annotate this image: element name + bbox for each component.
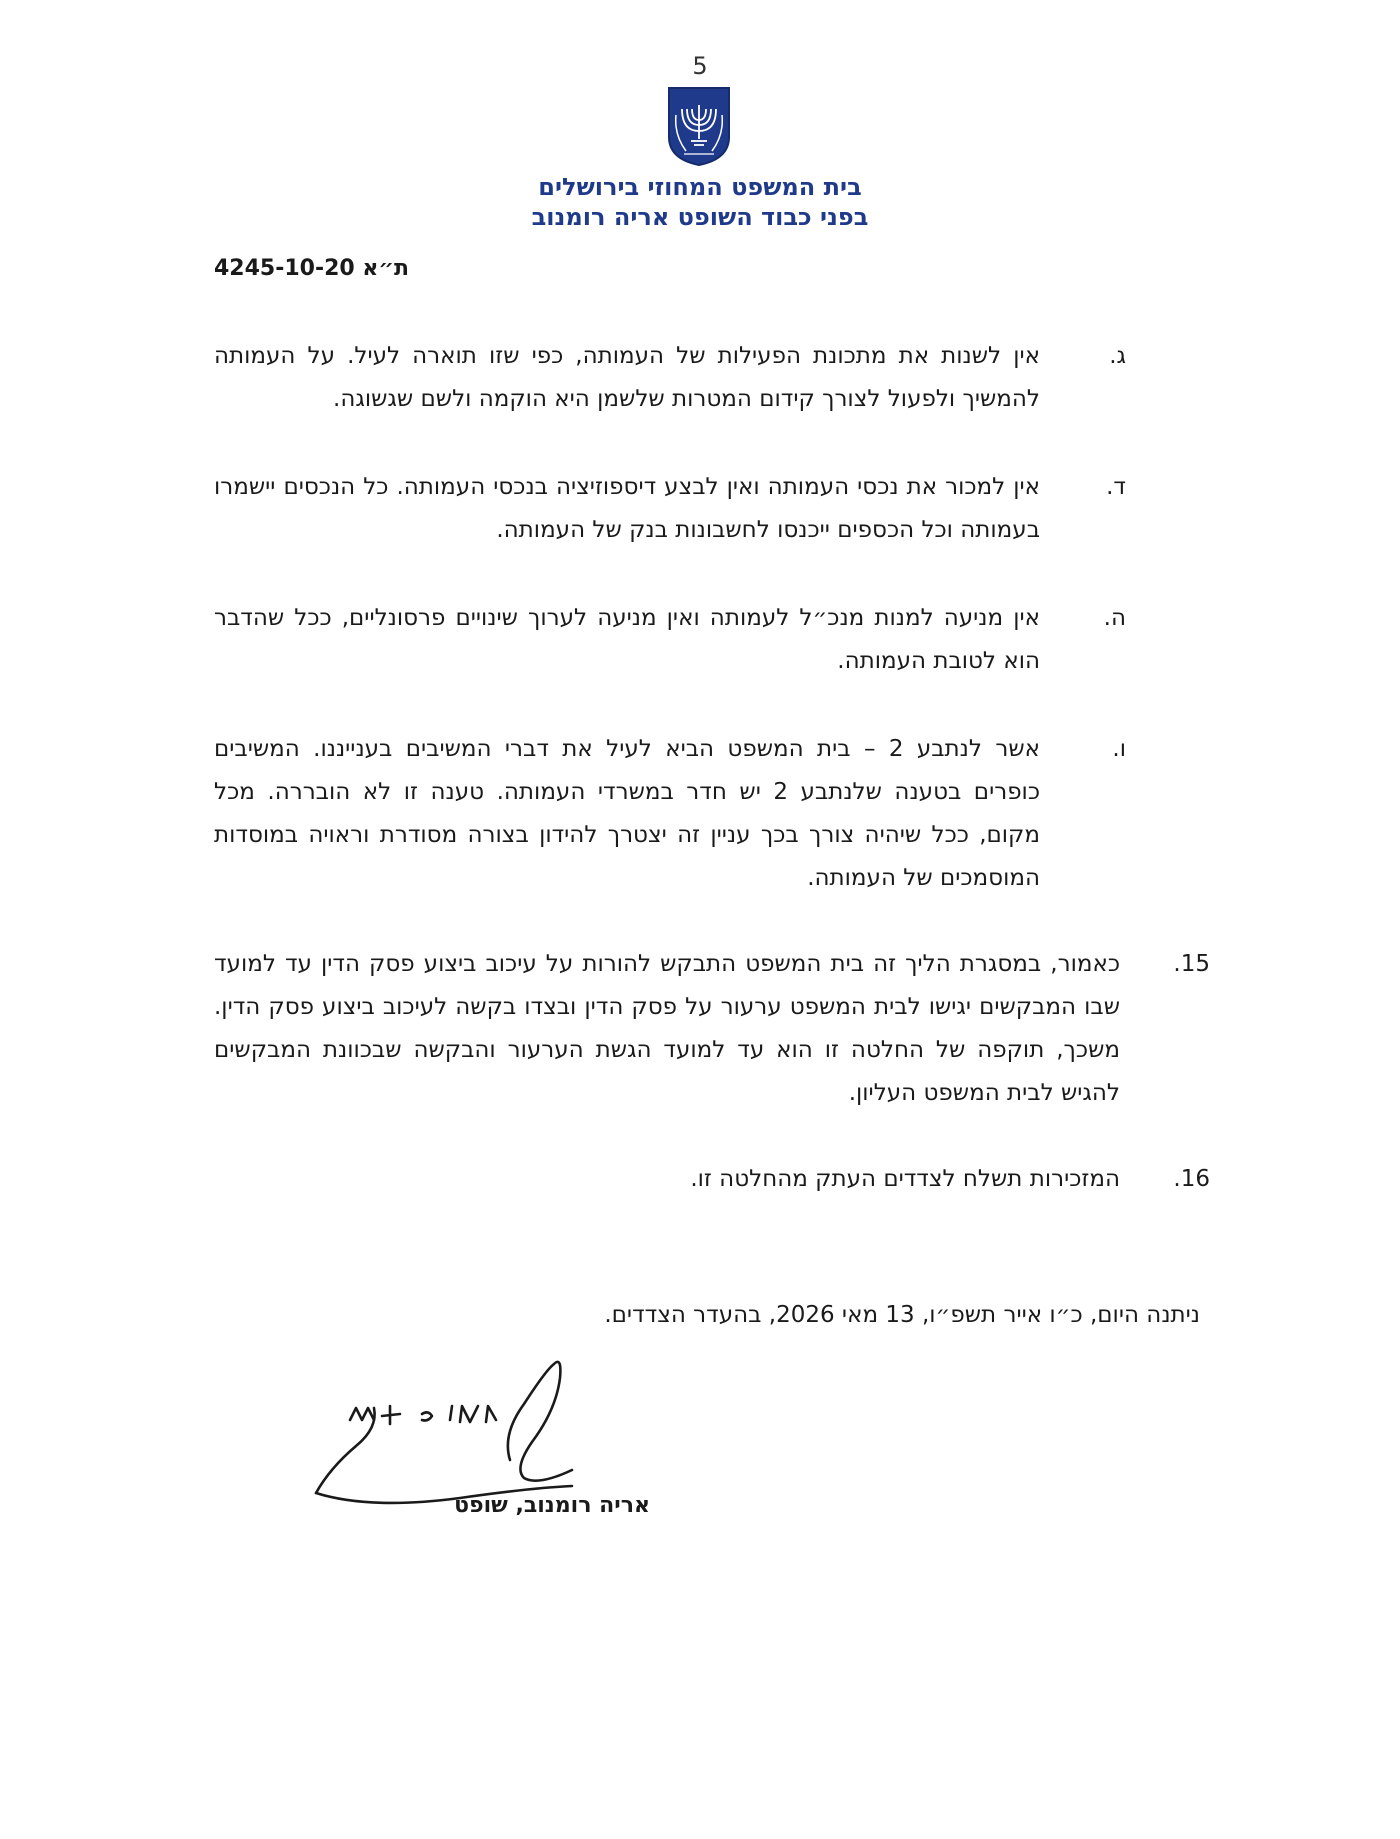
given-date-line: ניתנה היום, כ״ו אייר תשפ״ו, 13 מאי 2026, בהעדר הצדדים. xyxy=(604,1302,1200,1328)
sub-item-text: אשר לנתבע 2 – בית המשפט הביא לעיל את דברי המשיבים בענייננו. המשיבים כופרים בטענה שלנתבע 2 יש חדר במשרדי העמותה. טענה זו לא הובררה. מכל מקום, ככל שיהיה צורך בכך עניין זה יצטרך להידון בצורה מסודרת וראויה במוסדות המוסמכים של העמותה. xyxy=(214,736,1040,891)
numbered-item-label: 16. xyxy=(1173,1166,1210,1192)
numbered-item-text: המזכירות תשלח לצדדים העתק מהחלטה זו. xyxy=(690,1166,1120,1192)
sub-item-label: ו. xyxy=(1112,736,1126,762)
state-emblem-icon xyxy=(666,85,732,167)
numbered-item-text: כאמור, במסגרת הליך זה בית המשפט התבקש להורות על עיכוב ביצוע פסק הדין עד למועד שבו המבקשים יגישו לבית המשפט ערעור על פסק הדין ובצדו בקשה לעיכוב ביצוע פסק הדין. משכך, תוקפה של החלטה זו הוא עד למועד הגשת הערעור והבקשה שבכוונת המבקשים להגיש לבית המשפט העליון. xyxy=(214,951,1120,1106)
sub-item-label: ה. xyxy=(1103,605,1126,631)
sub-item-text: אין מניעה למנות מנכ״ל לעמותה ואין מניעה לערוך שינויים פרסונליים, ככל שהדבר הוא לטובת העמותה. xyxy=(214,605,1040,674)
sub-item-label: ג. xyxy=(1109,343,1126,369)
judge-name: אריה רומנוב, שופט xyxy=(454,1493,650,1518)
numbered-item-label: 15. xyxy=(1173,951,1210,977)
sub-item-label: ד. xyxy=(1106,474,1126,500)
court-name: בית המשפט המחוזי בירושלים xyxy=(538,173,862,201)
case-number: ת״א 4245-10-20 xyxy=(214,256,410,281)
sub-item-text: אין לשנות את מתכונת הפעילות של העמותה, כפי שזו תוארה לעיל. על העמותה להמשיך ולפעול לצורך קידום המטרות שלשמן היא הוקמה ולשם שגשוגה. xyxy=(214,343,1040,412)
sub-item-text: אין למכור את נכסי העמותה ואין לבצע דיספוזיציה בנכסי העמותה. כל הנכסים יישמרו בעמותה וכל הכספים ייכנסו לחשבונות בנק של העמותה. xyxy=(214,474,1040,543)
page-number: 5 xyxy=(692,52,708,80)
court-header xyxy=(500,172,900,232)
judge-line: בפני כבוד השופט אריה רומנוב xyxy=(531,203,869,231)
